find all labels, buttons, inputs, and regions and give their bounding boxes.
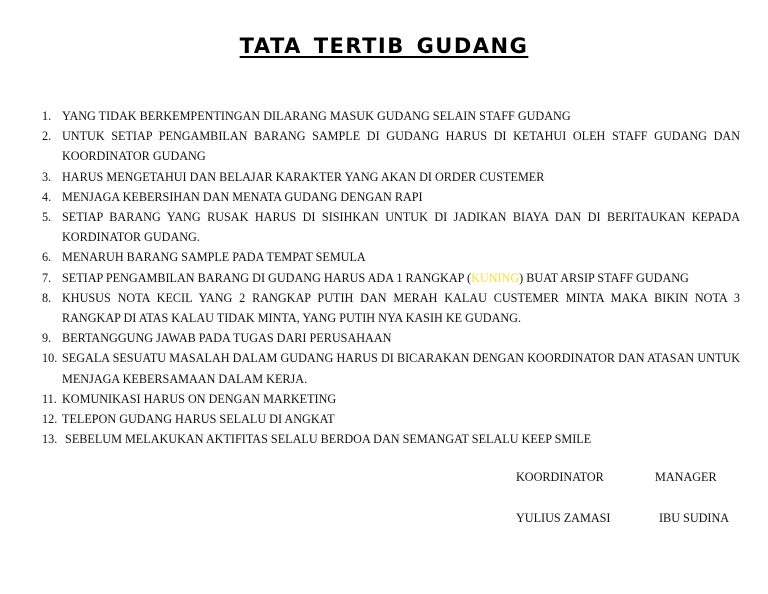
rule-text: HARUS MENGETAHUI DAN BELAJAR KARAKTER YANG AKAN DI ORDER CUSTEMER xyxy=(62,169,545,184)
rule-item xyxy=(42,348,740,388)
rule-item xyxy=(42,247,740,267)
rule-item xyxy=(42,268,740,288)
rule-number: 13. xyxy=(42,432,58,447)
rule-number: 2. xyxy=(42,129,52,144)
rule-item xyxy=(42,187,740,207)
rule-text-before: SETIAP PENGAMBILAN BARANG DI GUDANG HARUS ADA 1 RANGKAP ( xyxy=(62,270,472,285)
rule-text: KOMUNIKASI HARUS ON DENGAN MARKETING xyxy=(62,391,337,406)
rule-number: 8. xyxy=(42,290,52,305)
rule-item xyxy=(42,328,740,348)
rule-number: 9. xyxy=(42,331,52,346)
manager-role: MANAGER xyxy=(655,470,717,484)
rule-number: 6. xyxy=(42,250,52,265)
rule-text: SEBELUM MELAKUKAN AKTIFITAS SELALU BERDOA DAN SEMANGAT SELALU KEEP SMILE xyxy=(62,432,592,447)
rule-text: SETIAP BARANG YANG RUSAK HARUS DI SISIHKAN UNTUK DI JADIKAN BIAYA DAN DI BERITAUKAN KEPADA KORDINATOR GUDANG. xyxy=(62,210,740,245)
rules-list xyxy=(42,106,740,449)
rule-item xyxy=(42,167,740,187)
rule-number: 11. xyxy=(42,391,57,406)
rule-text-after: ) BUAT ARSIP STAFF GUDANG xyxy=(519,270,689,285)
rule-item xyxy=(42,409,740,429)
rule-item xyxy=(42,126,740,166)
rule-number: 3. xyxy=(42,169,52,184)
manager-name: IBU SUDINA xyxy=(659,511,730,525)
rule-text xyxy=(62,271,689,285)
rule-item xyxy=(42,389,740,409)
rule-text: KHUSUS NOTA KECIL YANG 2 RANGKAP PUTIH DAN MERAH KALAU CUSTEMER MINTA MAKA BIKIN NOTA 3 RANGKAP DI ATAS KALAU TIDAK MINTA, YANG PUTIH NYA KASIH KE GUDANG. xyxy=(62,290,740,326)
rule-number: 7. xyxy=(42,270,52,285)
rule-number: 1. xyxy=(42,109,52,123)
rule-text: MENJAGA KEBERSIHAN DAN MENATA GUDANG DENGAN RAPI xyxy=(62,189,423,204)
rule-text: TELEPON GUDANG HARUS SELALU DI ANGKAT xyxy=(62,412,335,427)
rule-text: MENARUH BARANG SAMPLE PADA TEMPAT SEMULA xyxy=(62,250,366,265)
rule-number: 5. xyxy=(42,210,52,225)
rule-text: SEGALA SESUATU MASALAH DALAM GUDANG HARUS DI BICARAKAN DENGAN KOORDINATOR DAN ATASAN UNTUK MENJAGA KEBERSAMAAN DALAM KERJA. xyxy=(62,351,740,386)
rule-item xyxy=(42,429,740,449)
rule-item xyxy=(42,106,740,126)
rule-number: 4. xyxy=(42,189,52,204)
rule-number: 12. xyxy=(42,412,58,427)
rule-number: 10. xyxy=(42,351,58,366)
highlight-word: KUNING xyxy=(471,270,520,285)
koordinator-name: YULIUS ZAMASI xyxy=(516,511,611,525)
rule-text: YANG TIDAK BERKEMPENTINGAN DILARANG MASUK GUDANG SELAIN STAFF GUDANG xyxy=(62,109,571,123)
rule-item xyxy=(42,207,740,247)
rule-item xyxy=(42,288,740,328)
document-title: TATA TERTIB GUDANG xyxy=(239,34,529,58)
koordinator-role: KOORDINATOR xyxy=(516,470,604,484)
rule-text: UNTUK SETIAP PENGAMBILAN BARANG SAMPLE DI GUDANG HARUS DI KETAHUI OLEH STAFF GUDANG DAN KOORDINATOR GUDANG xyxy=(62,129,740,164)
rule-text: BERTANGGUNG JAWAB PADA TUGAS DARI PERUSAHAAN xyxy=(62,331,392,346)
